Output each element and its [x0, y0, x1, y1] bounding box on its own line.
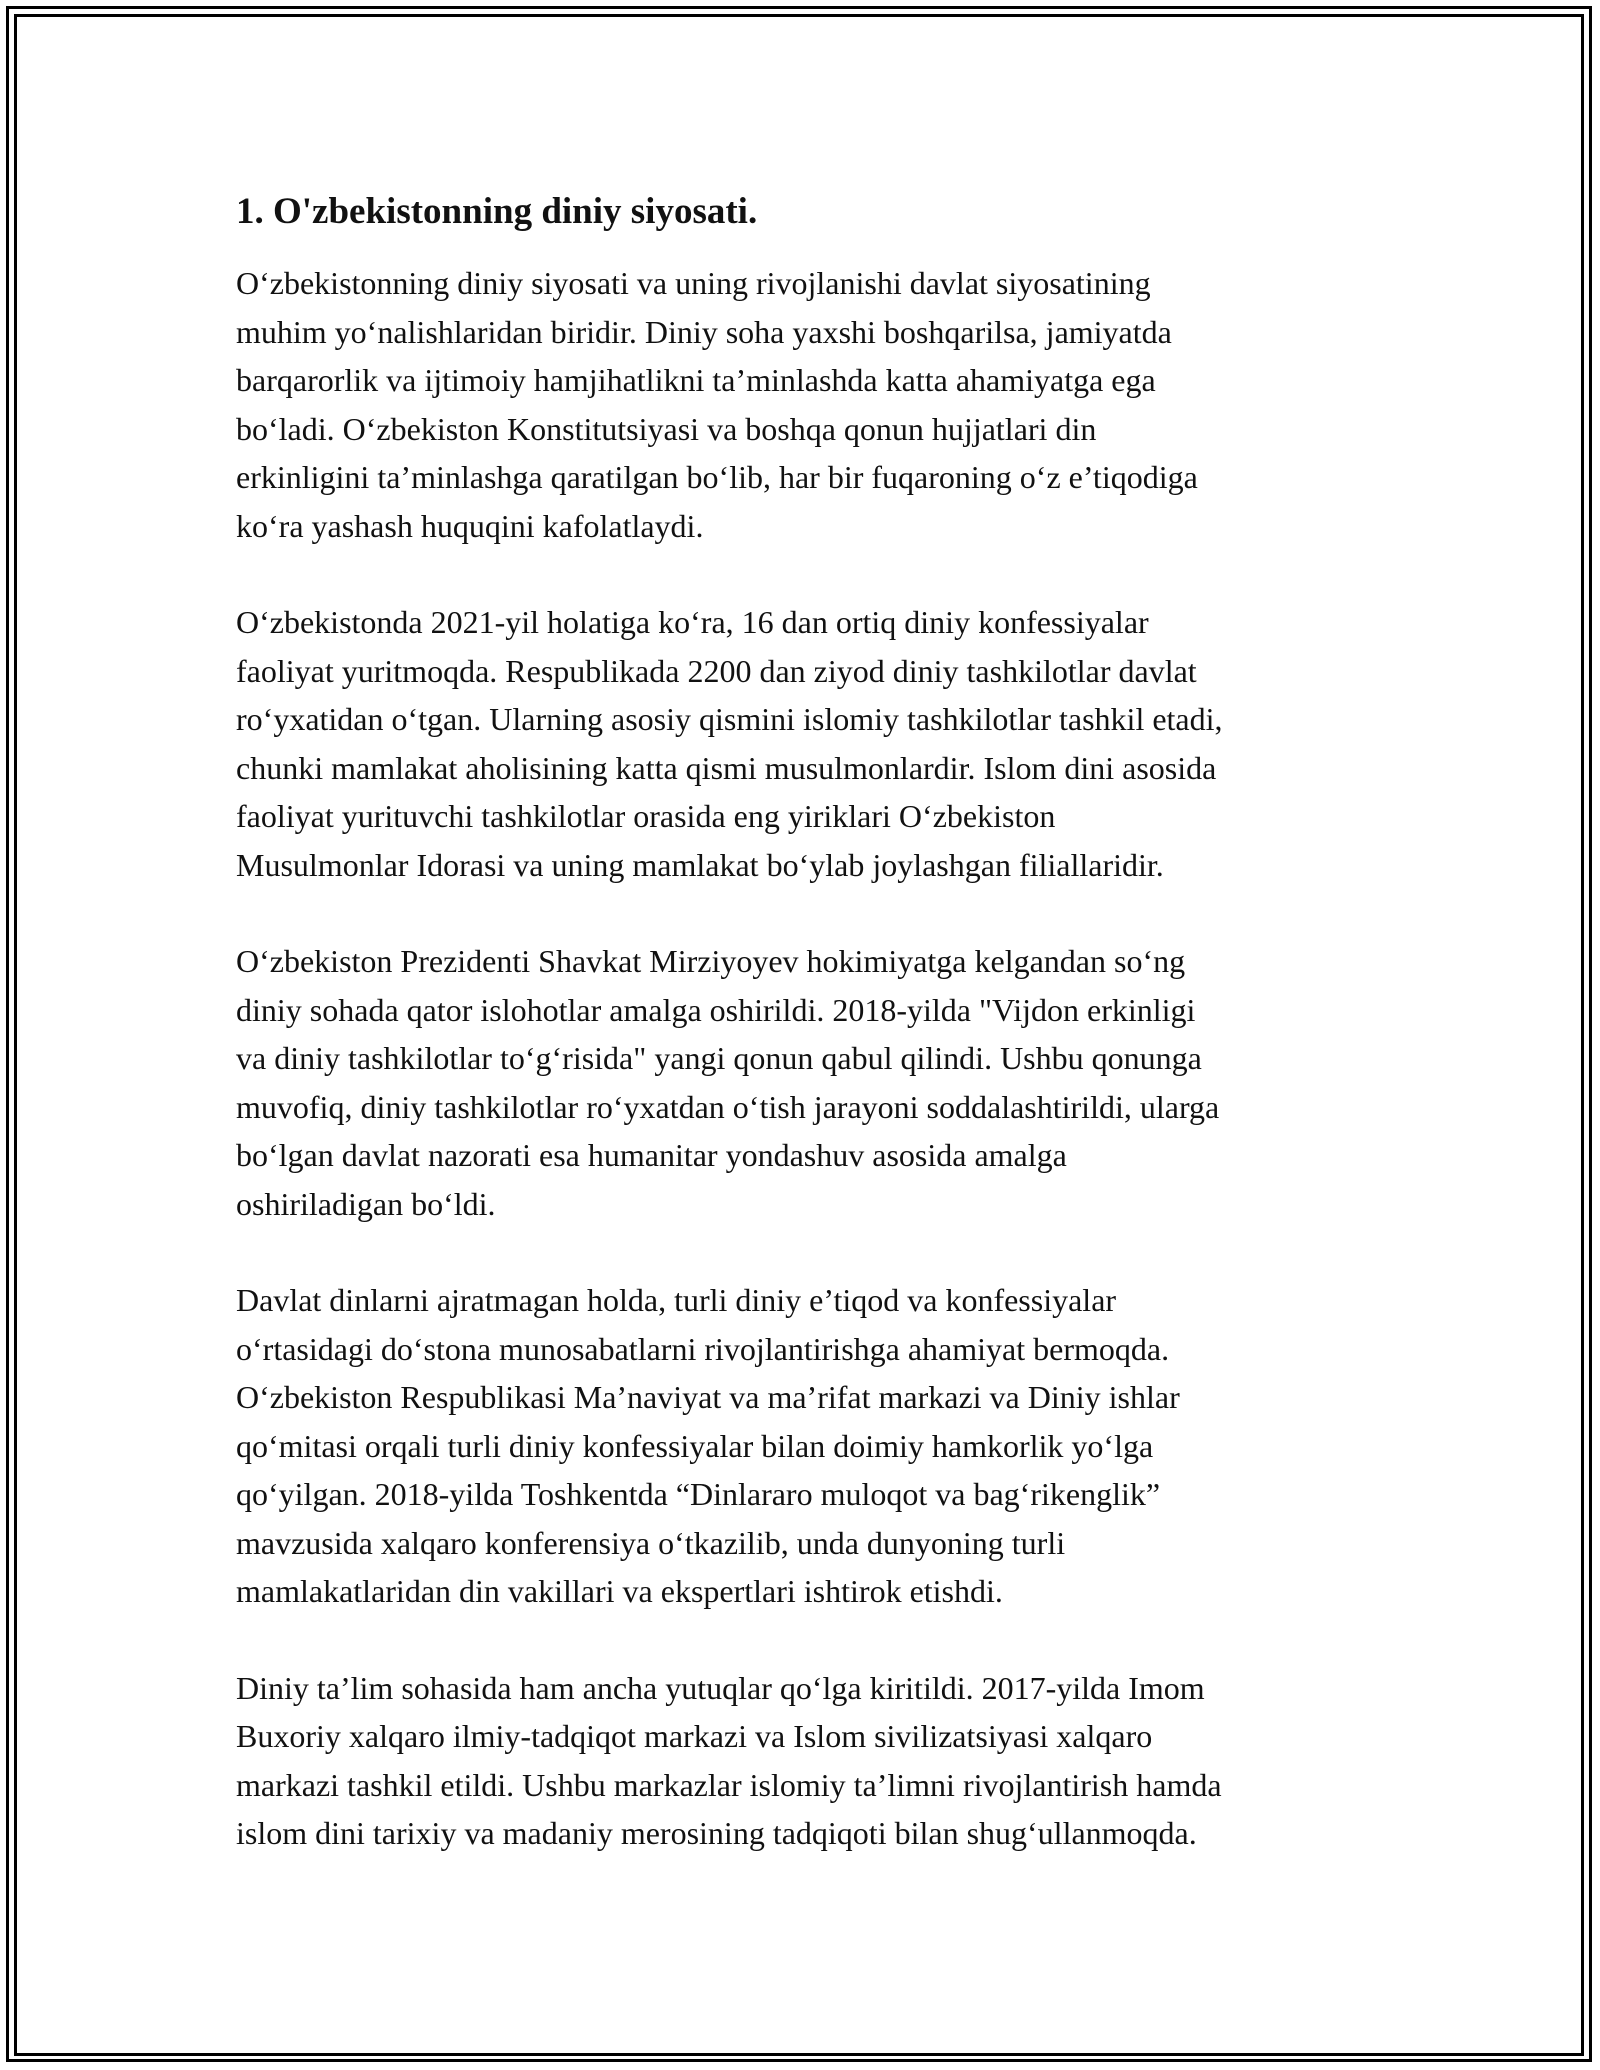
document-body [236, 188, 1376, 1906]
paragraph-3 [236, 937, 1376, 1228]
text-line: barqarorlik va ijtimoiy hamjihatlikni ta’minlashda katta ahamiyatga ega [236, 362, 1156, 398]
text-line: erkinligini ta’minlashga qaratilgan bo‘lib, har bir fuqaroning o‘z e’tiqodiga [236, 459, 1198, 495]
text-line: Davlat dinlarni ajratmagan holda, turli diniy e’tiqod va konfessiyalar [236, 1282, 1117, 1318]
text-line: bo‘lgan davlat nazorati esa humanitar yondashuv asosida amalga [236, 1137, 1067, 1173]
text-line: O‘zbekiston Respublikasi Ma’naviyat va ma’rifat markazi va Diniy ishlar [236, 1379, 1180, 1415]
text-line: o‘rtasidagi do‘stona munosabatlarni rivojlantirishga ahamiyat bermoqda. [236, 1330, 1170, 1367]
paragraph-2 [236, 598, 1376, 889]
text-line: O‘zbekistonning diniy siyosati va uning rivojlanishi davlat siyosatining [236, 265, 1151, 301]
text-line: va diniy tashkilotlar to‘g‘risida" yangi qonun qabul qilindi. Ushbu qonunga [236, 1040, 1202, 1076]
text-line: islom dini tarixiy va madaniy merosining tadqiqoti bilan shug‘ullanmoqda. [236, 1815, 1197, 1851]
text-line: Buxoriy xalqaro ilmiy-tadqiqot markazi va Islom sivilizatsiyasi xalqaro [236, 1718, 1153, 1754]
text-line: Diniy ta’lim sohasida ham ancha yutuqlar qo‘lga kiritildi. 2017-yilda Imom [236, 1669, 1205, 1706]
text-line: mavzusida xalqaro konferensiya o‘tkazilib, unda dunyoning turli [236, 1524, 1066, 1561]
text-line: qo‘yilgan. 2018-yilda Toshkentda “Dinlararo muloqot va bag‘rikenglik” [236, 1476, 1161, 1512]
paragraph-4 [236, 1276, 1376, 1616]
text-line: markazi tashkil etildi. Ushbu markazlar islomiy ta’limni rivojlantirish hamda [236, 1766, 1222, 1803]
text-line: faoliyat yurituvchi tashkilotlar orasida eng yiriklari O‘zbekiston [236, 798, 1056, 834]
text-line: ko‘ra yashash huquqini kafolatlaydi. [236, 507, 704, 544]
text-line: diniy sohada qator islohotlar amalga oshirildi. 2018-yilda "Vijdon erkinligi [236, 991, 1196, 1028]
text-line: mamlakatlaridan din vakillari va ekspertlari ishtirok etishdi. [236, 1573, 1003, 1609]
text-line: Musulmonlar Idorasi va uning mamlakat bo‘ylab joylashgan filiallaridir. [236, 846, 1164, 883]
text-line: bo‘ladi. O‘zbekiston Konstitutsiyasi va boshqa qonun hujjatlari din [236, 410, 1097, 447]
text-line: O‘zbekiston Prezidenti Shavkat Mirziyoyev hokimiyatga kelgandan so‘ng [236, 943, 1186, 979]
text-line: chunki mamlakat aholisining katta qismi musulmonlardir. Islom dini asosida [236, 749, 1217, 786]
paragraph-5 [236, 1664, 1376, 1858]
text-line: muvofiq, diniy tashkilotlar ro‘yxatdan o‘tish jarayoni soddalashtirildi, ularga [236, 1088, 1220, 1125]
text-line: faoliyat yuritmoqda. Respublikada 2200 dan ziyod diniy tashkilotlar davlat [236, 652, 1197, 689]
text-line: ro‘yxatidan o‘tgan. Ularning asosiy qismini islomiy tashkilotlar tashkil etadi, [236, 701, 1223, 737]
text-line: muhim yo‘nalishlaridan biridir. Diniy soha yaxshi boshqarilsa, jamiyatda [236, 313, 1172, 350]
document-heading: 1. O'zbekistonning diniy siyosati. [236, 191, 758, 232]
text-line: oshiriladigan bo‘ldi. [236, 1185, 496, 1222]
text-line: O‘zbekistonda 2021-yil holatiga ko‘ra, 16 dan ortiq diniy konfessiyalar [236, 604, 1149, 640]
paragraph-1 [236, 259, 1376, 550]
text-line: qo‘mitasi orqali turli diniy konfessiyalar bilan doimiy hamkorlik yo‘lga [236, 1427, 1154, 1464]
